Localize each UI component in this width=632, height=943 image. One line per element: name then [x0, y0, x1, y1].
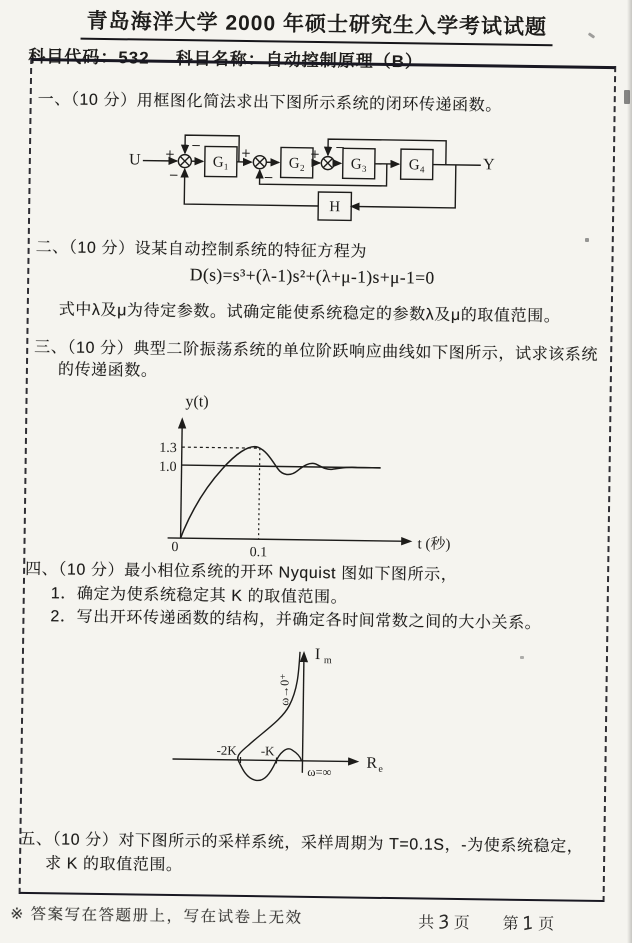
sign-minus-sum2-bottom: −: [263, 170, 274, 185]
gain-label-g1: G₁: [212, 154, 229, 171]
sign-minus-sum1-bottom: −: [168, 167, 179, 183]
characteristic-equation: D(s)=s³+(λ-1)s²+(λ+μ-1)s+μ-1=0: [189, 264, 435, 288]
question-4-item-1: 1．确定为使系统稳定其 K 的取值范围。: [50, 585, 348, 607]
question-1-text: 一、（10 分）用框图化简法求出下图所示系统的闭环传递函数。: [37, 91, 503, 115]
scan-speck: [624, 90, 630, 104]
subject-name-label: 科目名称：: [175, 48, 266, 70]
re-axis: [173, 759, 357, 762]
output-label-y: Y: [482, 156, 495, 174]
omega-to-zero-label: ω→0⁺: [277, 673, 292, 706]
question-3-text: 三、（10 分）典型二阶振荡系统的单位阶跃响应曲线如下图所示，试求该系统: [34, 339, 599, 364]
sign-plus-sum3: +: [309, 146, 321, 162]
input-label-u: U: [128, 151, 141, 169]
y-axis: [181, 420, 183, 538]
gain-label-g2: G₂: [288, 155, 305, 172]
omega-infinity-label: ω=∞: [307, 764, 332, 780]
origin-label: 0: [171, 539, 179, 556]
feedback-label-h: H: [329, 199, 341, 216]
steady-state-label: 1.0: [158, 459, 177, 476]
footer-note: ※ 答案写在答题册上，写在试卷上无效: [10, 905, 303, 927]
nyquist-curve: [237, 651, 303, 781]
sign-minus-sum1-top: −: [190, 138, 202, 153]
question-4-item-2: 2．写出开环传递函数的结构，并确定各时间常数之间的大小关系。: [50, 608, 542, 633]
summing-junction-3: [321, 157, 334, 170]
x-axis: [168, 538, 410, 541]
pages-total-value: 3: [436, 910, 454, 934]
scan-edge-shadow: [627, 0, 632, 943]
pages-total-unit: 页: [453, 914, 472, 933]
page-current-value: 1: [520, 911, 539, 936]
gain-label-g3: G₃: [350, 156, 367, 173]
x-axis-label: t (秒): [417, 536, 451, 553]
im-axis-label-sub: m: [323, 655, 332, 667]
page-title: [1, 4, 632, 48]
peak-time-dotted-line: [259, 448, 260, 539]
page-indicator: [418, 909, 556, 934]
im-axis: [302, 654, 304, 773]
step-response-figure: [133, 389, 475, 574]
y-axis-label: y(t): [185, 393, 209, 411]
scan-speck: [520, 656, 524, 659]
overshoot-label: 1.3: [159, 440, 177, 457]
question-4-text: 四、（10 分）最小相位系统的开环 Nyquist 图如下图所示，: [25, 560, 458, 584]
peak-time-label: 0.1: [249, 545, 268, 561]
sign-plus-sum2: +: [240, 145, 252, 161]
summing-junction-2: [253, 156, 266, 169]
sign-minus-sum3-top: −: [334, 140, 346, 155]
subject-code-label: 科目代码：: [28, 46, 119, 68]
question-5-text: 五、（10 分）对下图所示的采样系统，采样周期为 T=0.1S，-为使系统稳定，: [19, 830, 584, 856]
feedback-loop-outer-top: [328, 139, 446, 165]
page-current-label: 第: [502, 915, 521, 933]
page-current-unit: 页: [537, 916, 557, 934]
page-title-text: 青岛海洋大学 2000 年硕士研究生入学考试试题: [80, 5, 553, 47]
pages-total-label: 共: [418, 914, 437, 932]
block-diagram-figure: [128, 130, 499, 240]
summing-junction-1: [178, 155, 191, 168]
re-axis-label-sub: e: [378, 763, 383, 775]
nyquist-figure: [160, 636, 442, 810]
sign-plus-sum1: +: [164, 146, 176, 161]
feedback-loop-g3: [260, 162, 387, 186]
scan-speck: [585, 238, 589, 242]
question-5-text-2: 求 K 的取值范围。: [44, 855, 183, 875]
subject-code-value: 532: [118, 48, 150, 68]
question-2-text: 二、（10 分）设某自动控制系统的特征方程为: [35, 239, 368, 261]
subject-name-value: 自动控制原理（B）: [265, 50, 424, 72]
gain-label-g4: G₄: [408, 157, 425, 174]
question-3-text-2: 的传递函数。: [57, 361, 158, 380]
re-axis-label: R: [366, 754, 378, 772]
minus-2k-label: -2K: [216, 742, 237, 758]
step-response-curve: [181, 446, 381, 541]
question-2-text-2: 式中λ及μ为待定参数。试确定能使系统稳定的参数λ及μ的取值范围。: [58, 301, 561, 326]
im-axis-label: I: [314, 645, 321, 664]
minus-k-label: -K: [260, 743, 275, 759]
